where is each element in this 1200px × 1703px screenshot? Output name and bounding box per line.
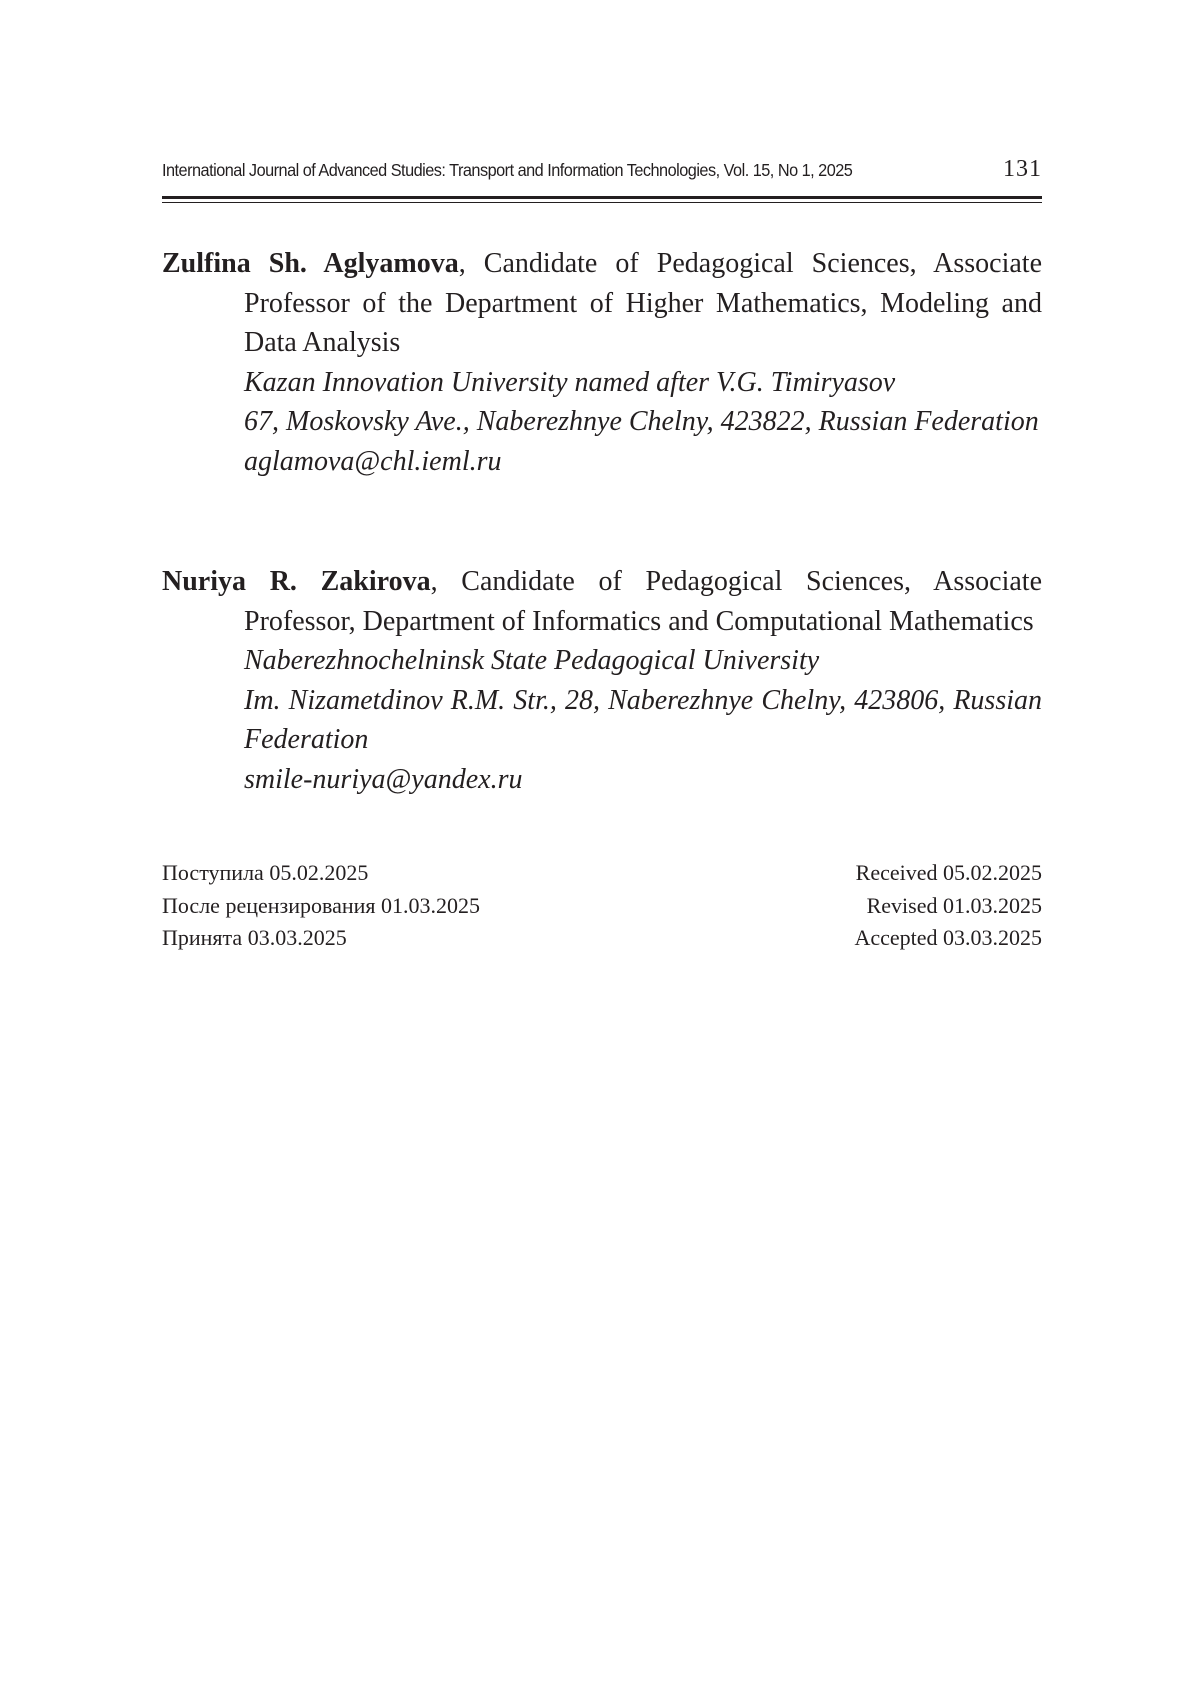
author-email-1[interactable]: aglamova@chl.ieml.ru	[244, 445, 502, 477]
date-accepted-ru: Принята 03.03.2025	[162, 925, 347, 950]
author-position-2: , Candidate of Pedagogical Sciences, Associate Professor, Department of Informatics and Computational Mathematics	[244, 566, 1043, 637]
header-rule-thin	[162, 202, 1042, 203]
author-block-2	[162, 562, 1042, 800]
date-revised-ru: После рецензирования 01.03.2025	[162, 892, 481, 918]
author-position-1: , Candidate of Pedagogical Sciences, Associate Professor of the Department of Higher Mathematics, Modeling and Data Analysis	[244, 248, 1042, 359]
author-address-2: Im. Nizametdinov R.M. Str., 28, Naberezhnye Chelny, 423806, Russian Federation	[244, 684, 1042, 756]
author-affiliation-2	[162, 562, 1042, 641]
author-email-2[interactable]: smile-nuriya@yandex.ru	[244, 763, 523, 795]
author-institution-2: Naberezhnochelninsk State Pedagogical University	[244, 645, 820, 677]
author-institution-1: Kazan Innovation University named after V.G. Timiryasov	[244, 366, 896, 398]
article-dates	[162, 857, 1042, 955]
author-name-2: Nuriya R. Zakirova	[162, 566, 431, 597]
page-header	[162, 156, 1042, 192]
date-accepted-en: Accepted 03.03.2025	[854, 925, 1042, 950]
date-row-revised	[162, 890, 1042, 923]
date-row-accepted	[162, 922, 1042, 955]
date-row-received	[162, 857, 1042, 890]
page-number: 131	[1003, 156, 1042, 182]
header-rule-thick	[162, 196, 1042, 199]
author-name-1: Zulfina Sh. Aglyamova	[162, 248, 459, 279]
running-head: International Journal of Advanced Studies: Transport and Information Technologies, Vol. 15, No 1, 2025	[162, 160, 853, 180]
date-received-en: Received 05.02.2025	[855, 860, 1042, 885]
author-block-1	[162, 244, 1042, 482]
author-affiliation-1	[162, 244, 1042, 363]
date-revised-en: Revised 01.03.2025	[866, 892, 1042, 918]
date-received-ru: Поступила 05.02.2025	[162, 860, 369, 885]
author-address-1: 67, Moskovsky Ave., Naberezhnye Chelny, 423822, Russian Federation	[244, 406, 1039, 438]
